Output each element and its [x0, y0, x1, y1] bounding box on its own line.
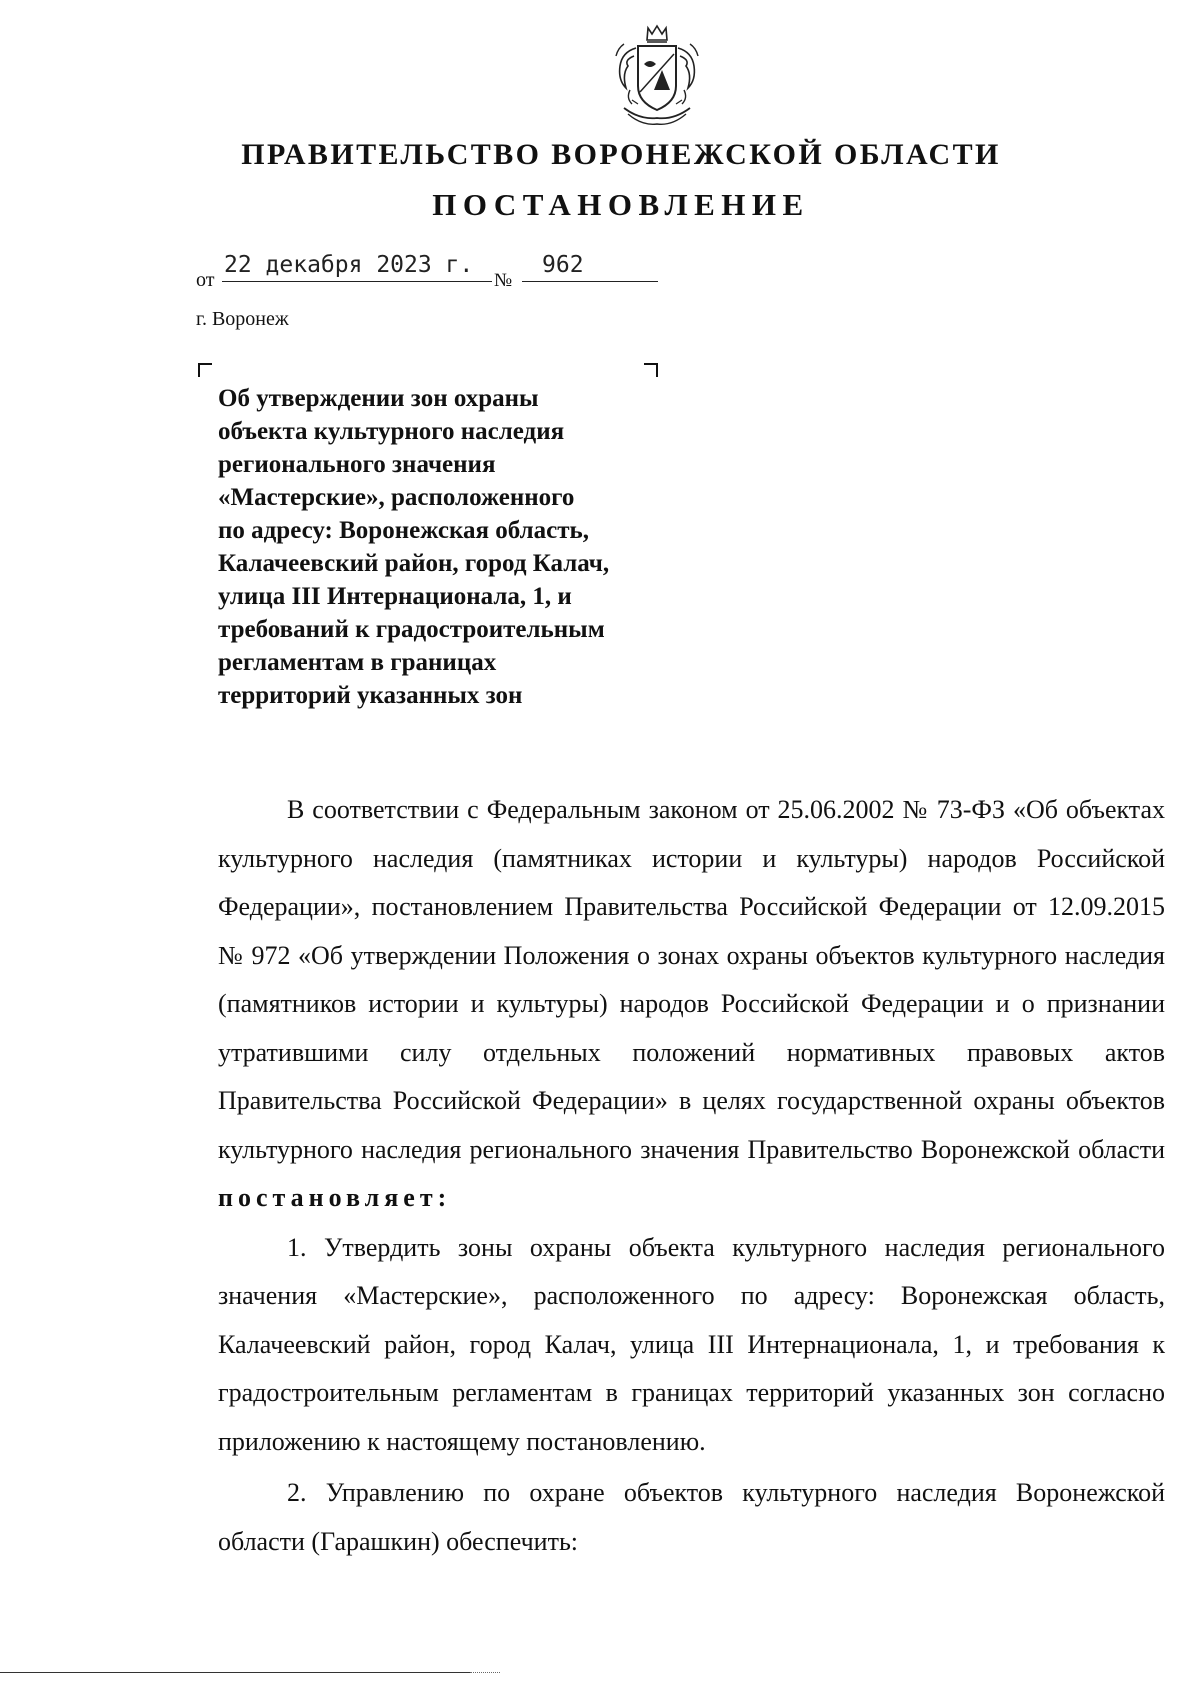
document-date: 22 декабря 2023 г. [224, 252, 474, 278]
subject-line: Об утверждении зон охраны [218, 385, 539, 412]
item-1-paragraph: 1. Утвердить зоны охраны объекта культурного наследия регионального значения «Мастерские», расположенного по адресу: Воронежская область, Калачеевский район, город Калач, улица III Интернационала, 1, и требования к градостроительным регламентам в границах территорий указанных зон согласно приложению к настоящему постановлению. [218, 1232, 1165, 1456]
subject-line: Калачеевский район, город Калач, [218, 550, 610, 577]
page-bottom-rule-dotted [470, 1672, 500, 1673]
decree-word: постановляет: [218, 1183, 452, 1212]
subject-line: территорий указанных зон [218, 682, 523, 709]
number-prefix: № [494, 270, 513, 291]
document-subject [218, 382, 688, 712]
coat-of-arms-icon [610, 24, 704, 128]
date-number-line [196, 252, 666, 292]
number-underline [522, 281, 658, 282]
page-bottom-rule [0, 1672, 470, 1673]
subject-line: «Мастерские», расположенного [218, 484, 575, 511]
subject-line: улица III Интернационала, 1, и [218, 583, 572, 610]
subject-line: регламентам в границах [218, 649, 497, 676]
preamble-paragraph [218, 786, 1165, 1223]
date-prefix: от [196, 269, 215, 291]
subject-corner-left [198, 363, 212, 377]
subject-line: регионального значения [218, 451, 496, 478]
preamble-text: В соответствии с Федеральным законом от 25.06.2002 № 73-ФЗ «Об объектах культурного наследия (памятниках истории и культуры) народов Российской Федерации», постановлением Правительства Российской Федерации от 12.09.2015 № 972 «Об утверждении Положения о зонах охраны объектов культурного наследия (памятников истории и культуры) народов Российской Федерации и о признании утратившими силу отдельных положений нормативных правовых актов Правительства Российской Федерации» в целях государственной охраны объектов культурного наследия регионального значения Правительство Воронежской области [218, 795, 1165, 1164]
item-2-paragraph: 2. Управлению по охране объектов культурного наследия Воронежской области (Гарашкин) обеспечить: [218, 1478, 1165, 1556]
document-type: ПОСТАНОВЛЕНИЕ [432, 187, 810, 222]
document-number: 962 [542, 252, 584, 278]
subject-corner-right [644, 363, 658, 377]
city: г. Воронеж [196, 308, 289, 330]
organization-name: ПРАВИТЕЛЬСТВО ВОРОНЕЖСКОЙ ОБЛАСТИ [241, 138, 1001, 171]
document-body [218, 786, 1165, 1566]
subject-line: объекта культурного наследия [218, 418, 565, 445]
date-underline [222, 281, 492, 282]
subject-line: по адресу: Воронежская область, [218, 517, 590, 544]
subject-line: требований к градостроительным [218, 616, 605, 643]
